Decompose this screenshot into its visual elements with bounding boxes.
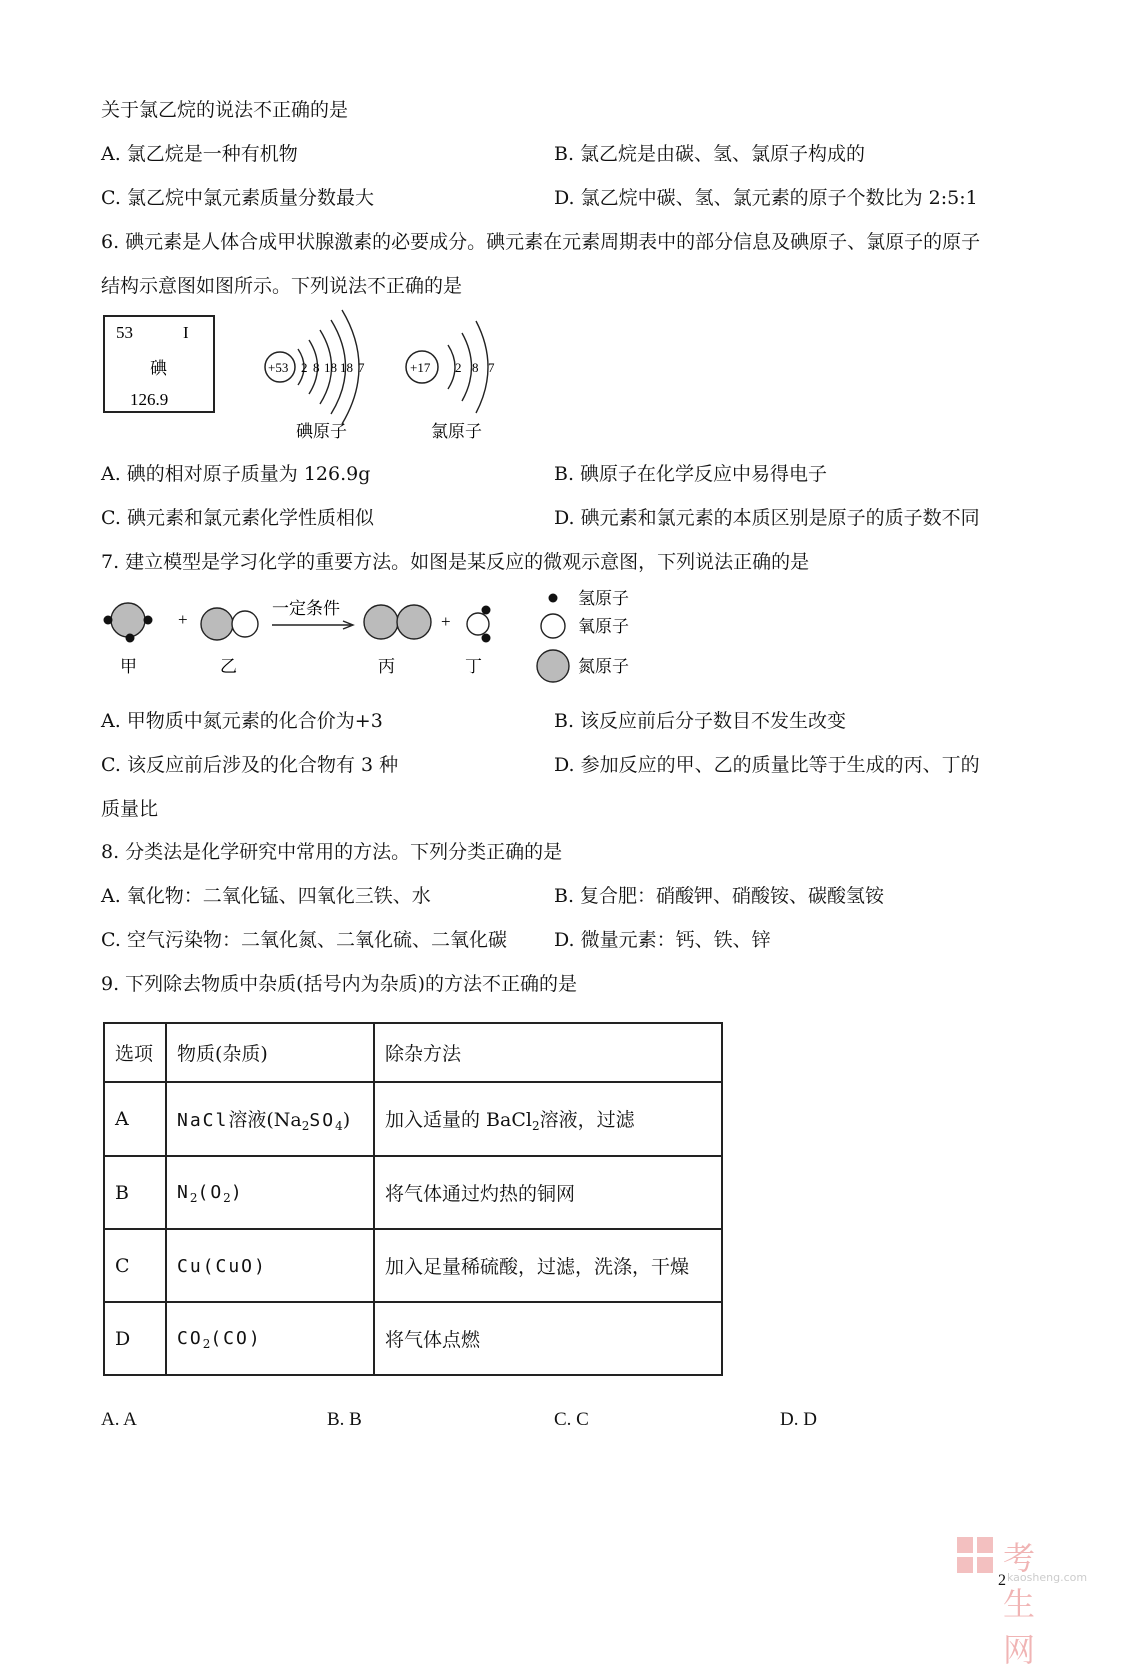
q5-option-b: B. 氯乙烷是由碳、氢、氯原子构成的 <box>554 143 866 165</box>
formula-subscript: 2 <box>223 1190 231 1205</box>
row-a-option: A <box>104 1082 166 1156</box>
page-number: 2 <box>998 1572 1006 1589</box>
q7-option-a: A. 甲物质中氮元素的化合价为+3 <box>101 710 383 732</box>
iodine-caption: 碘原子 <box>296 422 347 442</box>
legend-hydrogen-icon <box>549 594 558 603</box>
legend-nitrogen: 氮原子 <box>578 657 629 677</box>
q5-option-a: A. 氯乙烷是一种有机物 <box>101 143 298 165</box>
q8-stem: 8. 分类法是化学研究中常用的方法。下列分类正确的是 <box>101 841 563 863</box>
formula-part: ) <box>230 1181 244 1203</box>
q8-option-c: C. 空气污染物：二氧化氮、二氧化硫、二氧化碳 <box>101 929 507 951</box>
reaction-condition: 一定条件 <box>272 599 340 619</box>
q7-option-b: B. 该反应前后分子数目不发生改变 <box>554 710 847 732</box>
jia-nitrogen-atom <box>111 603 145 637</box>
formula-part: Cu(CuO) <box>177 1255 267 1277</box>
q9-answer-d: D. D <box>780 1409 817 1430</box>
element-symbol: I <box>183 323 189 342</box>
q8-option-a: A. 氧化物：二氧化锰、四氧化三铁、水 <box>101 885 431 907</box>
chlorine-nucleus-charge: +17 <box>410 360 431 375</box>
label-jia: 甲 <box>120 657 137 677</box>
row-a-method <box>374 1082 722 1156</box>
row-c-option: C <box>104 1229 166 1302</box>
bing-nitrogen-atom-1 <box>364 605 398 639</box>
jia-hydrogen-left <box>104 616 113 625</box>
row-c-substance <box>166 1229 374 1302</box>
q9-answer-b: B. B <box>327 1409 362 1430</box>
q9-stem: 9. 下列除去物质中杂质(括号内为杂质)的方法不正确的是 <box>101 973 577 995</box>
formula-subscript: 4 <box>335 1119 343 1133</box>
row-b-option: B <box>104 1156 166 1229</box>
table-row <box>104 1302 722 1375</box>
label-yi: 乙 <box>220 657 237 677</box>
row-a-substance <box>166 1082 374 1156</box>
bing-nitrogen-atom-2 <box>397 605 431 639</box>
formula-part: SO <box>309 1110 336 1131</box>
q7-option-c: C. 该反应前后涉及的化合物有 3 种 <box>101 754 399 776</box>
watermark <box>955 1535 1088 1669</box>
formula-part: ) <box>342 1109 351 1131</box>
jia-hydrogen-bottom <box>126 634 135 643</box>
row-c-method: 加入足量稀硫酸，过滤，洗涤，干燥 <box>374 1229 722 1302</box>
q9-table <box>103 1022 723 1376</box>
legend-oxygen-icon <box>541 614 565 638</box>
q6-option-c: C. 碘元素和氯元素化学性质相似 <box>101 507 374 529</box>
q7-stem: 7. 建立模型是学习化学的重要方法。如图是某反应的微观示意图，下列说法正确的是 <box>101 551 810 573</box>
q6-option-a: A. 碘的相对原子质量为 126.9g <box>101 463 371 485</box>
formula-part: (O <box>197 1181 224 1203</box>
method-part: 加入适量的 BaCl <box>385 1109 532 1131</box>
legend-hydrogen: 氢原子 <box>578 589 629 609</box>
method-subscript: 2 <box>531 1119 540 1133</box>
formula-part: CO <box>177 1327 203 1349</box>
ding-hydrogen-bottom <box>482 634 491 643</box>
row-b-substance <box>166 1156 374 1229</box>
iodine-shell-5: 7 <box>358 360 365 375</box>
watermark-text: 考生网 <box>1003 1539 1036 1669</box>
q9-answer-a: A. A <box>101 1409 137 1430</box>
formula-subscript: 2 <box>202 1336 211 1351</box>
row-d-method: 将气体点燃 <box>374 1302 722 1375</box>
plus-sign-2: + <box>441 612 451 631</box>
q5-option-c: C. 氯乙烷中氯元素质量分数最大 <box>101 187 374 209</box>
iodine-shell-4: 18 <box>340 360 353 375</box>
header-substance: 物质(杂质) <box>166 1023 374 1082</box>
iodine-shell-1: 2 <box>301 360 308 375</box>
formula-part: N <box>177 1181 190 1203</box>
q5-stem: 关于氯乙烷的说法不正确的是 <box>101 99 349 121</box>
q7-option-d: D. 参加反应的甲、乙的质量比等于生成的丙、丁的 <box>554 754 980 776</box>
table-header-row <box>104 1023 722 1082</box>
chlorine-shell-3: 7 <box>488 360 495 375</box>
q9-answer-c: C. C <box>554 1409 589 1430</box>
q6-stem-line1: 6. 碘元素是人体合成甲状腺激素的必要成分。碘元素在元素周期表中的部分信息及碘原子、氯原子的原子 <box>101 231 981 253</box>
label-ding: 丁 <box>465 657 482 677</box>
table-row <box>104 1229 722 1302</box>
chlorine-shell-2: 8 <box>472 360 479 375</box>
iodine-shell-2: 8 <box>313 360 320 375</box>
label-bing: 丙 <box>378 657 395 677</box>
watermark-logo-icon <box>955 1535 999 1579</box>
iodine-nucleus-charge: +53 <box>268 360 289 375</box>
chlorine-caption: 氯原子 <box>431 422 482 442</box>
jia-hydrogen-right <box>144 616 153 625</box>
method-part: 溶液，过滤 <box>539 1109 635 1131</box>
ding-hydrogen-top <box>482 606 491 615</box>
ding-oxygen-atom <box>467 613 489 635</box>
legend-nitrogen-icon <box>537 650 569 682</box>
formula-part: NaCl <box>177 1110 229 1131</box>
q8-option-b: B. 复合肥：硝酸钾、硝酸铵、碳酸氢铵 <box>554 885 885 907</box>
table-row <box>104 1082 722 1156</box>
legend-oxygen: 氧原子 <box>578 617 629 637</box>
q5-option-d: D. 氯乙烷中碳、氢、氯元素的原子个数比为 2:5:1 <box>554 187 978 209</box>
element-name: 碘 <box>150 359 167 379</box>
plus-sign-1: + <box>178 610 188 629</box>
yi-oxygen-atom <box>232 611 258 637</box>
iodine-shell-3: 18 <box>324 360 337 375</box>
watermark-url: kaosheng.com <box>1007 1571 1088 1584</box>
row-b-method: 将气体通过灼热的铜网 <box>374 1156 722 1229</box>
header-option: 选项 <box>104 1023 166 1082</box>
formula-subscript: 2 <box>301 1119 310 1133</box>
formula-part: (CO) <box>210 1327 262 1349</box>
row-d-substance <box>166 1302 374 1375</box>
table-row <box>104 1156 722 1229</box>
q6-stem-line2: 结构示意图如图所示。下列说法不正确的是 <box>101 275 463 297</box>
yi-nitrogen-atom <box>201 608 233 640</box>
chlorine-shell-1: 2 <box>455 360 462 375</box>
q8-option-d: D. 微量元素：钙、铁、锌 <box>554 929 771 951</box>
formula-part: 溶液(Na <box>228 1109 302 1131</box>
formula-subscript: 2 <box>189 1190 198 1205</box>
q7-option-d-continued: 质量比 <box>101 798 159 820</box>
header-method: 除杂方法 <box>374 1023 722 1082</box>
row-d-option: D <box>104 1302 166 1375</box>
q6-option-d: D. 碘元素和氯元素的本质区别是原子的质子数不同 <box>554 507 980 529</box>
q6-option-b: B. 碘原子在化学反应中易得电子 <box>554 463 828 485</box>
element-number: 53 <box>116 323 133 342</box>
element-mass: 126.9 <box>130 390 169 409</box>
